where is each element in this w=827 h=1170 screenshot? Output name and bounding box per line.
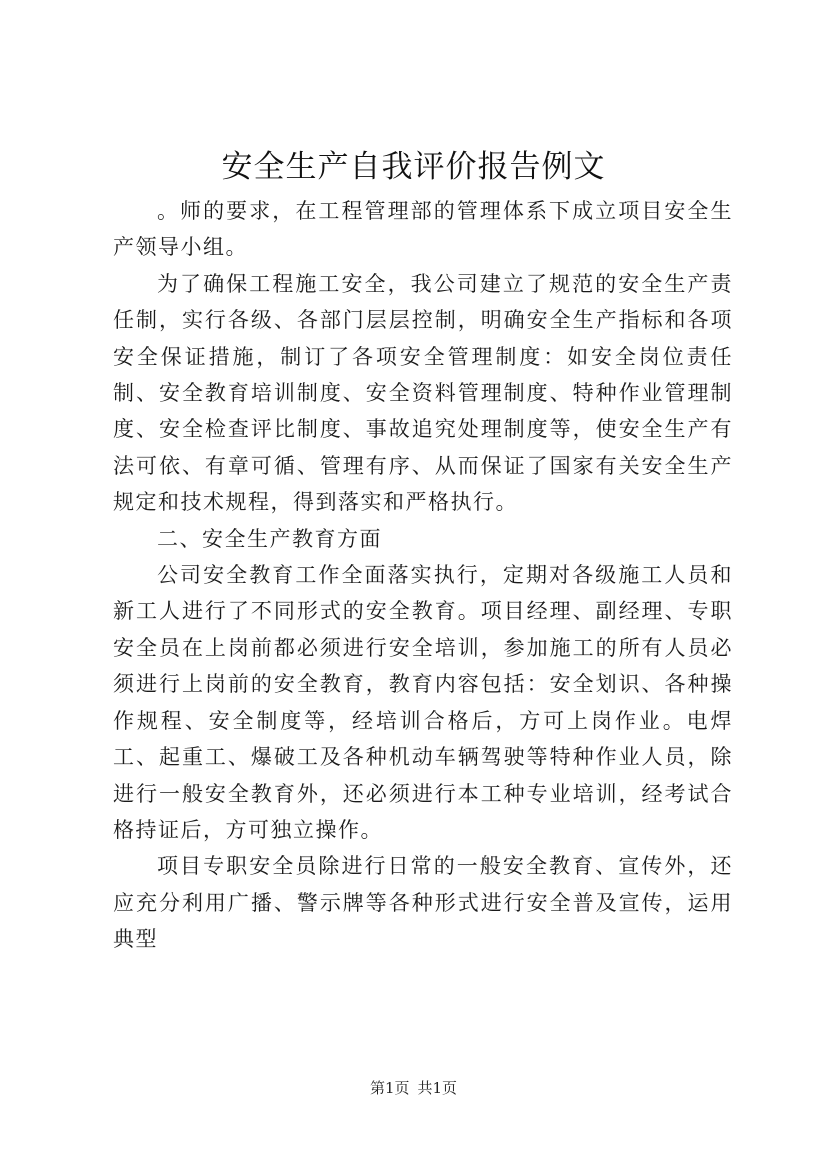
- paragraph: 为了确保工程施工安全，我公司建立了规范的安全生产责任制，实行各级、各部门层层控制，明确安全生产指标和各项安全保证措施，制订了各项安全管理制度：如安全岗位责任制、安全教育培训制度、安全资料管理制度、特种作业管理制度、安全检查评比制度、事故追究处理制度等，使安全生产有法可依、有章可循、管理有序、从而保证了国家有关安全生产规定和技术规程，得到落实和严格执行。: [113, 271, 733, 515]
- document-body: [113, 193, 733, 958]
- paragraph: 公司安全教育工作全面落实执行，定期对各级施工人员和新工人进行了不同形式的安全教育。项目经理、副经理、专职安全员在上岗前都必须进行安全培训，参加施工的所有人员必须进行上岗前的安全教育，教育内容包括：安全划识、各种操作规程、安全制度等，经培训合格后，方可上岗作业。电焊工、起重工、爆破工及各种机动车辆驾驶等特种作业人员，除进行一般安全教育外，还必须进行本工种专业培训，经考试合格持证后，方可独立操作。: [113, 563, 733, 842]
- page-number: 第1页: [369, 1079, 410, 1097]
- page-footer: [0, 1078, 827, 1098]
- paragraph: 项目专职安全员除进行日常的一般安全教育、宣传外，还应充分利用广播、警示牌等各种形式进行安全普及宣传，运用典型: [113, 854, 733, 952]
- paragraph: 。师的要求，在工程管理部的管理体系下成立项目安全生产领导小组。: [113, 199, 733, 260]
- document-title: 安全生产自我评价报告例文: [221, 149, 606, 185]
- section-heading: 二、安全生产教育方面: [157, 526, 382, 551]
- page-total: 共1页: [417, 1079, 458, 1097]
